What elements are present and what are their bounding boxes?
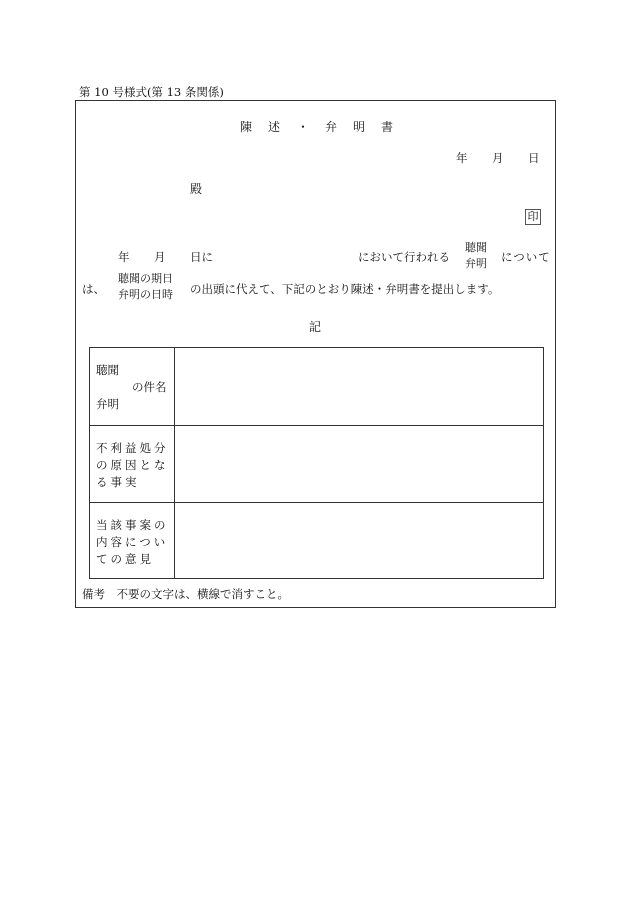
facts-field[interactable]: [176, 426, 543, 502]
row-label-case: 聴聞 の件名 弁明: [96, 363, 167, 411]
choice-explanation-date: 弁明の日時: [118, 288, 173, 301]
ki-heading: 記: [309, 320, 322, 334]
choice-date: [118, 271, 173, 303]
row-label-opinion: 当該事案の 内容につい ての意見: [96, 518, 169, 566]
title-char: ・: [297, 120, 310, 134]
choice-hearing-explanation: [465, 240, 487, 272]
table-row-facts: [90, 425, 543, 502]
title-char: 述: [268, 120, 281, 134]
details-table: [89, 347, 544, 579]
choice-explanation: 弁明: [465, 257, 487, 270]
opinion-field[interactable]: [176, 503, 543, 578]
body-ha: は、: [82, 282, 105, 296]
case-name-field[interactable]: [176, 348, 543, 425]
body-month: 月: [154, 250, 166, 264]
title-char: 陳: [240, 120, 253, 134]
body-year: 年: [118, 250, 130, 264]
body-held-text: において行われる: [358, 250, 450, 264]
table-row-opinion: [90, 502, 543, 578]
body-about: について: [501, 250, 551, 264]
date-day: 日: [528, 151, 540, 165]
row-label-facts: 不利益処分 の原因とな る事実: [96, 441, 169, 489]
choice-hearing-date: 聴聞の期日: [118, 272, 173, 285]
table-row-case: [90, 348, 543, 425]
remarks-note: 備考 不要の文字は、横線で消すこと。: [82, 587, 289, 601]
body-day: 日に: [190, 250, 213, 264]
body-submission-text: の出頭に代えて、下記のとおり陳述・弁明書を提出します。: [190, 282, 500, 296]
form-number: 第 10 号様式(第 13 条関係): [79, 85, 224, 99]
choice-hearing: 聴聞: [465, 241, 487, 254]
date-year: 年: [456, 151, 468, 165]
title-char: 明: [353, 120, 366, 134]
title-char: 書: [381, 120, 394, 134]
seal-mark: 印: [525, 209, 541, 225]
title-char: 弁: [325, 120, 338, 134]
date-month: 月: [492, 151, 504, 165]
addressee-suffix: 殿: [190, 182, 203, 196]
